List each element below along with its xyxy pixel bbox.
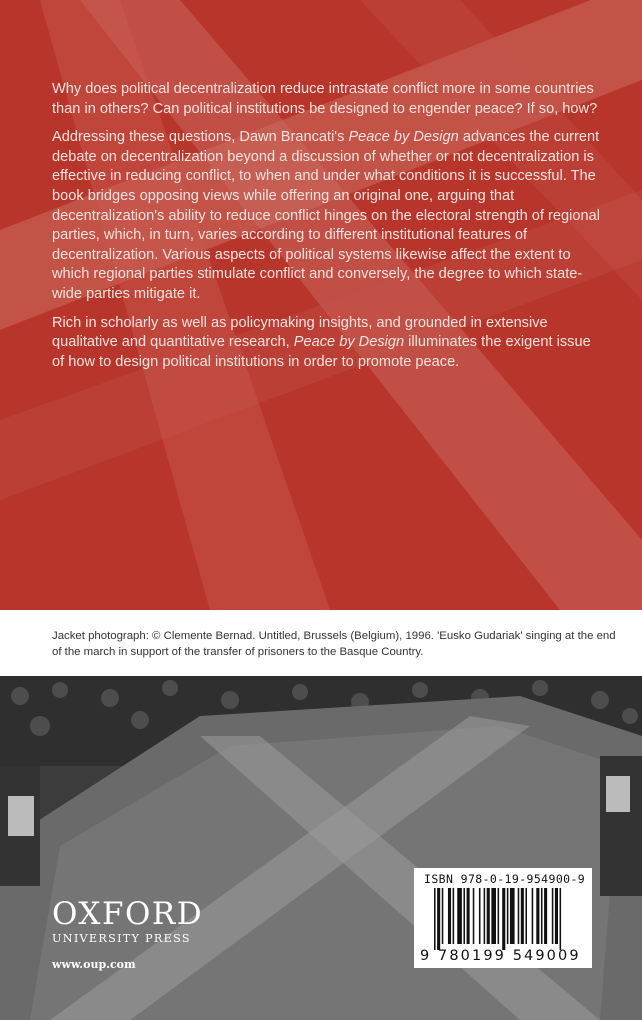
barcode-bar [437, 888, 440, 950]
publisher-name: OXFORD [52, 896, 204, 932]
blurb-p3-end: illuminates the exigent issue of how to design political institutions in order to promote peace. [52, 334, 591, 370]
publisher-subtitle: UNIVERSITY PRESS [52, 932, 191, 945]
barcode-bar [552, 888, 554, 944]
isbn-barcode [414, 868, 592, 968]
barcode-bar [507, 888, 509, 944]
barcode-bar [479, 888, 481, 944]
oxford-logo[interactable] [52, 898, 203, 946]
blurb-paragraph-1: Why does political decentralization reduce intrastate conflict more in some countries than in others? Can political institutions be designed to engender peace? If so, how? [52, 81, 598, 117]
book-title-italic: Peace by Design [348, 129, 459, 146]
barcode-bar [434, 888, 436, 950]
blurb-text [52, 80, 602, 381]
barcode-bar [502, 888, 505, 950]
publisher-website-link[interactable]: www.oup.com [52, 958, 136, 971]
blurb-p2-end: advances the current debate on decentralization beyond a discussion of whether or not decentralization is effective in reducing conflict, to when and under what conditions it is successful. The book bridges opposing views while offering an original one, arguing that decentralization's ability to reduce conflict hinges on the electoral strength of regional parties, which, in turn, varies according to different institutional features of decentralization. Various aspects of political systems likewise affect the extent to which regional parties stimulate conflict and conversely, the degree to which state-wide parties mitigate it. [52, 129, 600, 302]
blurb-p3-start: Rich in scholarly as well as policymaking insights, and grounded in extensive qualitative and quantitative research, [52, 314, 548, 351]
barcode-bar [467, 888, 470, 944]
barcode-bar [541, 888, 543, 944]
barcode-bar [518, 888, 520, 944]
barcode-bar [463, 888, 465, 944]
barcode-bar [484, 888, 486, 944]
book-title-italic: Peace by Design [293, 334, 405, 351]
barcode-bar [448, 888, 451, 944]
barcode-bar [487, 888, 490, 944]
barcode-bar [510, 888, 515, 944]
barcode-bar [442, 888, 444, 944]
barcode-bar [473, 888, 475, 944]
barcode-bar [491, 888, 496, 944]
photo-credit-band [0, 610, 642, 676]
barcode-bar [498, 888, 500, 944]
barcode-bar [560, 888, 562, 950]
barcode-bar [453, 888, 455, 944]
barcode-bar [521, 888, 524, 944]
barcode-bar [555, 888, 558, 944]
isbn-label: ISBN 978-0-19-954900-9 [424, 872, 586, 886]
blurb-p2-start: Addressing these questions, Dawn Brancati's [52, 129, 349, 146]
blurb-paragraph-2 [52, 128, 602, 304]
barcode-bar [544, 888, 547, 944]
photo-credit-text: Jacket photograph: © Clemente Bernad. Untitled, Brussels (Belgium), 1996. 'Eusko Gudariak' singing at the end of the march in support of the transfer of prisoners to the Basque Country. [52, 630, 616, 658]
barcode-bar [532, 888, 534, 944]
barcode-bar [536, 888, 539, 944]
barcode-bar [525, 888, 527, 944]
blurb-paragraph-3 [52, 314, 602, 373]
barcode-digits: 9 780199 549009 [420, 948, 581, 964]
barcode-bar [457, 888, 462, 944]
